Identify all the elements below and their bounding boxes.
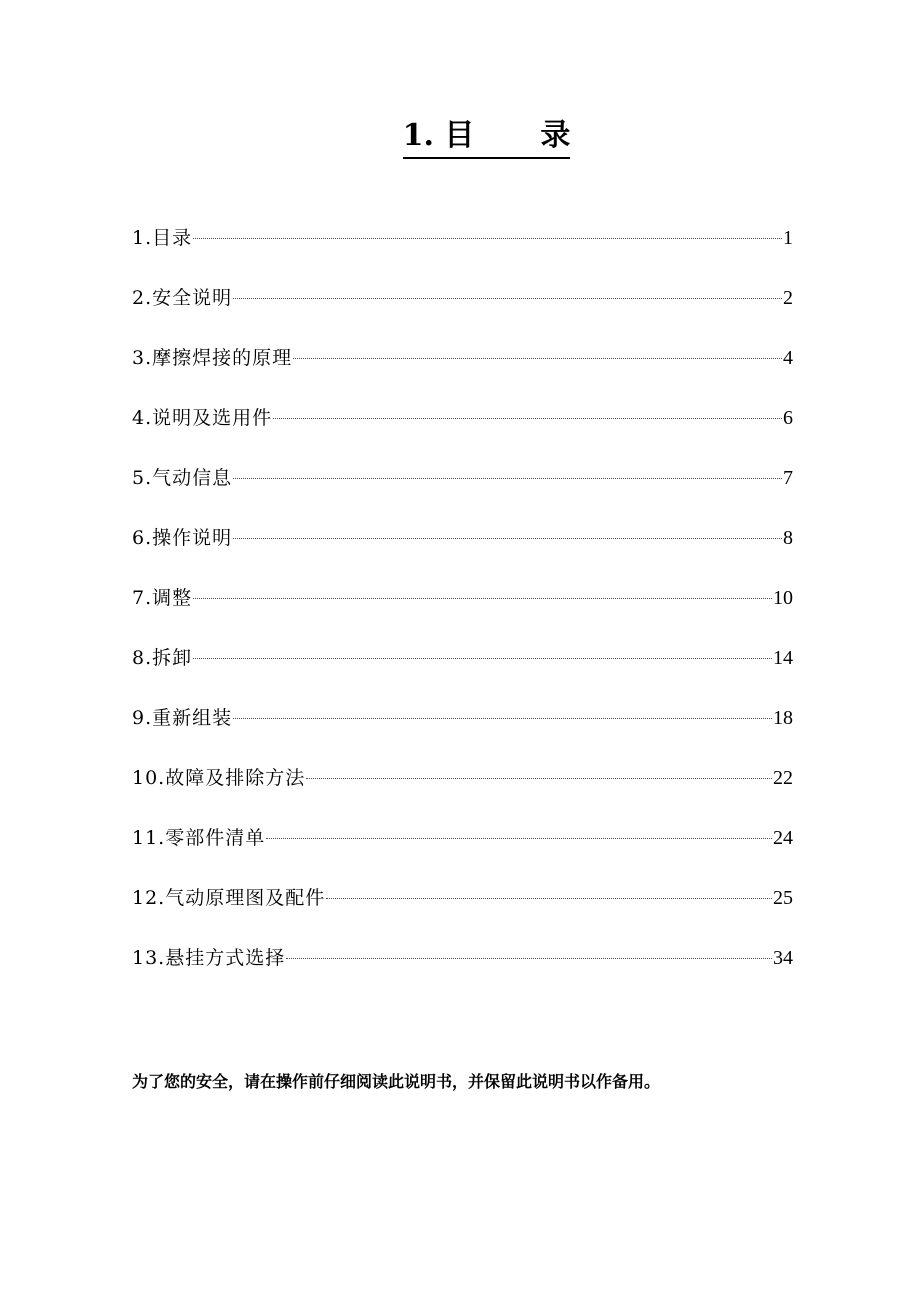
toc-dot-leader xyxy=(233,718,772,719)
toc-entry[interactable] xyxy=(132,223,793,283)
toc-entry[interactable] xyxy=(132,883,793,943)
toc-dot-leader xyxy=(193,238,782,239)
toc-entry-label: 10.故障及排除方法 xyxy=(132,767,306,789)
toc-entry-page: 18 xyxy=(773,707,793,729)
toc-entry-label: 7.调整 xyxy=(132,587,193,609)
toc-entry-label: 8.拆卸 xyxy=(132,647,193,669)
toc-entry-page: 10 xyxy=(773,587,793,609)
toc-entry-page: 24 xyxy=(773,827,793,849)
toc-dot-leader xyxy=(326,898,772,899)
toc-dot-leader xyxy=(266,838,772,839)
toc-dot-leader xyxy=(193,658,772,659)
toc-entry-label: 12.气动原理图及配件 xyxy=(132,887,326,909)
toc-entry-page: 8 xyxy=(783,527,793,549)
toc-entry[interactable] xyxy=(132,943,793,1003)
toc-entry-label: 13.悬挂方式选择 xyxy=(132,947,286,969)
toc-entry-page: 25 xyxy=(773,887,793,909)
toc-dot-leader xyxy=(233,538,782,539)
toc-dot-leader xyxy=(193,598,772,599)
toc-entry-label: 4.说明及选用件 xyxy=(132,407,273,429)
toc-entry[interactable] xyxy=(132,763,793,823)
toc-entry-page: 6 xyxy=(783,407,793,429)
toc-entry[interactable] xyxy=(132,583,793,643)
table-of-contents xyxy=(132,223,793,1003)
toc-entry-label: 5.气动信息 xyxy=(132,467,233,489)
title-part-1: 目 xyxy=(444,118,475,153)
title-part-2: 录 xyxy=(540,118,571,153)
toc-entry-label: 9.重新组装 xyxy=(132,707,233,729)
page-title xyxy=(0,112,920,160)
toc-entry[interactable] xyxy=(132,403,793,463)
toc-entry-page: 2 xyxy=(783,287,793,309)
toc-dot-leader xyxy=(273,418,782,419)
toc-entry[interactable] xyxy=(132,463,793,523)
toc-dot-leader xyxy=(306,778,772,779)
safety-note: 为了您的安全，请在操作前仔细阅读此说明书，并保留此说明书以作备用。 xyxy=(132,1072,661,1091)
toc-entry[interactable] xyxy=(132,343,793,403)
toc-entry-label: 11.零部件清单 xyxy=(132,827,266,849)
toc-entry-page: 4 xyxy=(783,347,793,369)
toc-entry-label: 3.摩擦焊接的原理 xyxy=(132,347,293,369)
toc-entry[interactable] xyxy=(132,283,793,343)
toc-entry-label: 1.目录 xyxy=(132,227,193,249)
toc-entry[interactable] xyxy=(132,703,793,763)
page-title-text xyxy=(403,115,571,159)
toc-entry-label: 2.安全说明 xyxy=(132,287,233,309)
toc-entry-page: 34 xyxy=(773,947,793,969)
toc-entry-page: 1 xyxy=(783,227,793,249)
toc-entry[interactable] xyxy=(132,643,793,703)
toc-entry-label: 6.操作说明 xyxy=(132,527,233,549)
toc-entry-page: 22 xyxy=(773,767,793,789)
toc-entry[interactable] xyxy=(132,823,793,883)
toc-dot-leader xyxy=(233,298,782,299)
toc-entry-page: 14 xyxy=(773,647,793,669)
title-number: 1. xyxy=(402,118,434,153)
toc-dot-leader xyxy=(286,958,772,959)
toc-dot-leader xyxy=(233,478,782,479)
toc-dot-leader xyxy=(293,358,782,359)
toc-entry[interactable] xyxy=(132,523,793,583)
toc-entry-page: 7 xyxy=(783,467,793,489)
